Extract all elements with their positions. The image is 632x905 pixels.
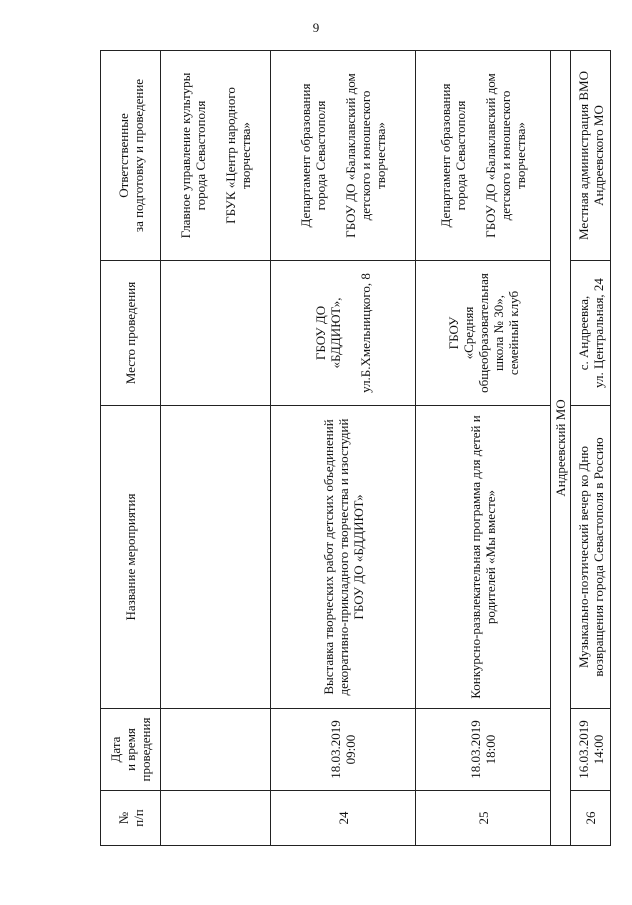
header-date: Дата и время проведения (101, 709, 161, 791)
section-title: Андреевский МО (551, 51, 571, 846)
row-number: 24 (271, 791, 416, 846)
row-place: с. Андреевка, ул. Центральная, 24 (571, 261, 611, 406)
table-row (161, 51, 271, 846)
section-row (551, 51, 571, 846)
header-place: Место проведения (101, 261, 161, 406)
row-place (161, 261, 271, 406)
row-event-name: Выставка творческих работ детских объединений декоративно-прикладного творчества и изостудий ГБОУ ДО «БДДИЮТ» (271, 406, 416, 709)
table-row (571, 51, 611, 846)
page-number: 9 (312, 20, 320, 35)
row-responsible: Местная администрация ВМО Андреевского МО (571, 51, 611, 261)
row-responsible: Главное управление культуры города Севастополя ГБУК «Центр народного творчества» (161, 51, 271, 261)
row-responsible: Департамент образования города Севастополя ГБОУ ДО «Балаклавский дом детского и юношеского творчества» (271, 51, 416, 261)
row-number: 26 (571, 791, 611, 846)
row-event-name: Музыкально-поэтический вечер ко Дню возвращения города Севастополя в Россию (571, 406, 611, 709)
row-place: ГБОУ ДО «БДДИЮТ», ул.Б.Хмельницкого, 8 (271, 261, 416, 406)
row-place: ГБОУ «Средняя общеобразовательная школа № 30», семейный клуб (416, 261, 551, 406)
row-event-name (161, 406, 271, 709)
row-date (161, 709, 271, 791)
row-number: 25 (416, 791, 551, 846)
events-table (100, 50, 611, 846)
row-number (161, 791, 271, 846)
row-responsible: Департамент образования города Севастополя ГБОУ ДО «Балаклавский дом детского и юношеского творчества» (416, 51, 551, 261)
header-event-name: Название мероприятия (101, 406, 161, 709)
row-date: 18.03.2019 09:00 (271, 709, 416, 791)
table-row (416, 51, 551, 846)
table-row (271, 51, 416, 846)
header-number: № п/п (101, 791, 161, 846)
row-date: 16.03.2019 14:00 (571, 709, 611, 791)
row-date: 18.03.2019 18:00 (416, 709, 551, 791)
rotated-table-container (100, 51, 611, 846)
header-responsible: Ответственные за подготовку и проведение (101, 51, 161, 261)
header-row (101, 51, 161, 846)
row-event-name: Конкурсно-развлекательная программа для детей и родителей «Мы вместе» (416, 406, 551, 709)
